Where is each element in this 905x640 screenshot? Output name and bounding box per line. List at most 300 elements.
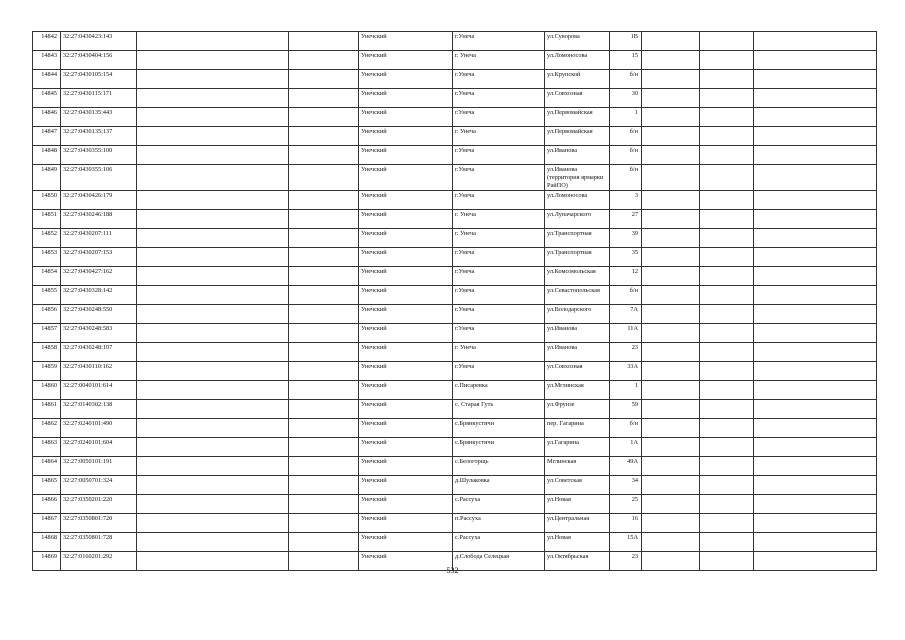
empty-cell (137, 210, 289, 229)
table-row (33, 191, 877, 210)
cadastral-number-cell: 32:27:0430328:142 (61, 286, 137, 305)
empty-cell (700, 495, 754, 514)
empty-cell (642, 70, 700, 89)
street-cell: ул.Транспортная (545, 229, 610, 248)
empty-cell (642, 362, 700, 381)
empty-cell (754, 362, 877, 381)
district-cell: Унечский (359, 514, 453, 533)
street-cell: ул.Иванова (545, 343, 610, 362)
empty-cell (754, 267, 877, 286)
district-cell: Унечский (359, 127, 453, 146)
empty-cell (642, 165, 700, 191)
empty-cell (700, 89, 754, 108)
cadastral-number-cell: 32:27:0430404:156 (61, 51, 137, 70)
house-number-cell: 12 (610, 267, 642, 286)
empty-cell (289, 419, 359, 438)
empty-cell (642, 210, 700, 229)
empty-cell (754, 400, 877, 419)
district-cell: Унечский (359, 533, 453, 552)
empty-cell (642, 127, 700, 146)
empty-cell (289, 305, 359, 324)
house-number-cell: 39 (610, 229, 642, 248)
record-number-cell: 14867 (33, 514, 61, 533)
empty-cell (137, 70, 289, 89)
empty-cell (642, 229, 700, 248)
settlement-cell: г. Унеча (453, 127, 545, 146)
settlement-cell: с. Старая Гуть (453, 400, 545, 419)
cadastral-number-cell: 32:27:0430135:137 (61, 127, 137, 146)
street-cell: ул.Новая (545, 495, 610, 514)
empty-cell (289, 108, 359, 127)
empty-cell (700, 70, 754, 89)
empty-cell (642, 438, 700, 457)
table-row (33, 381, 877, 400)
house-number-cell: 16 (610, 514, 642, 533)
empty-cell (289, 438, 359, 457)
cadastral-number-cell: 32:27:0430248:583 (61, 324, 137, 343)
street-cell: ул.Первомайская (545, 127, 610, 146)
empty-cell (700, 324, 754, 343)
empty-cell (137, 476, 289, 495)
settlement-cell: г.Унеча (453, 108, 545, 127)
cadastral-number-cell: 32:27:0430248:550 (61, 305, 137, 324)
district-cell: Унечский (359, 191, 453, 210)
empty-cell (754, 108, 877, 127)
empty-cell (754, 476, 877, 495)
empty-cell (754, 419, 877, 438)
cadastral-number-cell: 32:27:0430423:143 (61, 32, 137, 51)
empty-cell (642, 495, 700, 514)
empty-cell (289, 165, 359, 191)
empty-cell (289, 457, 359, 476)
district-cell: Унечский (359, 362, 453, 381)
record-number-cell: 14866 (33, 495, 61, 514)
empty-cell (754, 495, 877, 514)
street-cell: ул.Фрунзе (545, 400, 610, 419)
empty-cell (754, 127, 877, 146)
street-cell: ул.Октябрьская (545, 552, 610, 571)
settlement-cell: г. Унеча (453, 343, 545, 362)
district-cell: Унечский (359, 552, 453, 571)
empty-cell (137, 108, 289, 127)
house-number-cell: 11А (610, 324, 642, 343)
empty-cell (754, 146, 877, 165)
street-cell: ул.Совхозная (545, 89, 610, 108)
empty-cell (754, 165, 877, 191)
record-number-cell: 14863 (33, 438, 61, 457)
empty-cell (700, 400, 754, 419)
empty-cell (137, 229, 289, 248)
empty-cell (754, 32, 877, 51)
empty-cell (289, 51, 359, 70)
street-cell: ул.Ломоносова (545, 191, 610, 210)
district-cell: Унечский (359, 400, 453, 419)
empty-cell (289, 70, 359, 89)
settlement-cell: г.Унеча (453, 165, 545, 191)
table-row (33, 324, 877, 343)
empty-cell (642, 286, 700, 305)
table-row (33, 438, 877, 457)
empty-cell (137, 191, 289, 210)
empty-cell (289, 533, 359, 552)
street-cell: ул.Первомайская (545, 108, 610, 127)
table-row (33, 362, 877, 381)
table-row (33, 286, 877, 305)
empty-cell (137, 286, 289, 305)
record-number-cell: 14855 (33, 286, 61, 305)
cadastral-number-cell: 32:27:0350801:720 (61, 514, 137, 533)
empty-cell (289, 495, 359, 514)
table-row (33, 476, 877, 495)
house-number-cell: 1А (610, 438, 642, 457)
record-number-cell: 14861 (33, 400, 61, 419)
empty-cell (642, 89, 700, 108)
house-number-cell: 7А (610, 305, 642, 324)
record-number-cell: 14848 (33, 146, 61, 165)
empty-cell (700, 419, 754, 438)
empty-cell (137, 495, 289, 514)
empty-cell (754, 514, 877, 533)
empty-cell (137, 165, 289, 191)
street-cell: ул.Иванова (545, 146, 610, 165)
street-cell: ул.Совхозная (545, 362, 610, 381)
settlement-cell: с.Рассуха (453, 495, 545, 514)
house-number-cell: 1В (610, 32, 642, 51)
street-cell: ул.Севастопольская (545, 286, 610, 305)
cadastral-number-cell: 32:27:0430355:100 (61, 146, 137, 165)
settlement-cell: с.Брянкустичи (453, 438, 545, 457)
empty-cell (700, 127, 754, 146)
table-row (33, 146, 877, 165)
empty-cell (642, 533, 700, 552)
settlement-cell: г.Унеча (453, 362, 545, 381)
settlement-cell: д.Шулаковка (453, 476, 545, 495)
empty-cell (289, 32, 359, 51)
empty-cell (700, 146, 754, 165)
street-cell: пер. Гагарина (545, 419, 610, 438)
house-number-cell: 15 (610, 51, 642, 70)
street-cell: ул.Комсомольская (545, 267, 610, 286)
empty-cell (700, 229, 754, 248)
table-row (33, 165, 877, 191)
cadastral-number-cell: 32:27:0350801:728 (61, 533, 137, 552)
street-cell: ул.Иванова (545, 324, 610, 343)
street-cell: ул.Центральная (545, 514, 610, 533)
empty-cell (642, 32, 700, 51)
table-row (33, 32, 877, 51)
table-row (33, 400, 877, 419)
district-cell: Унечский (359, 419, 453, 438)
record-number-cell: 14864 (33, 457, 61, 476)
empty-cell (137, 343, 289, 362)
cadastral-number-cell: 32:27:0040101:614 (61, 381, 137, 400)
empty-cell (700, 362, 754, 381)
empty-cell (137, 305, 289, 324)
house-number-cell: 30 (610, 89, 642, 108)
empty-cell (642, 51, 700, 70)
house-number-cell: б/н (610, 165, 642, 191)
empty-cell (754, 286, 877, 305)
cadastral-number-cell: 32:27:0430207:111 (61, 229, 137, 248)
empty-cell (137, 438, 289, 457)
record-number-cell: 14860 (33, 381, 61, 400)
settlement-cell: г.Унеча (453, 146, 545, 165)
district-cell: Унечский (359, 51, 453, 70)
district-cell: Унечский (359, 305, 453, 324)
empty-cell (754, 438, 877, 457)
district-cell: Унечский (359, 70, 453, 89)
empty-cell (700, 286, 754, 305)
house-number-cell: 33А (610, 362, 642, 381)
empty-cell (137, 146, 289, 165)
street-cell: ул.Володарского (545, 305, 610, 324)
empty-cell (700, 305, 754, 324)
page-number: 532 (446, 566, 459, 575)
house-number-cell: 35 (610, 248, 642, 267)
empty-cell (289, 89, 359, 108)
empty-cell (642, 381, 700, 400)
cadastral-number-cell: 32:27:0430427:162 (61, 267, 137, 286)
settlement-cell: г.Унеча (453, 305, 545, 324)
street-cell: ул.Гагарина (545, 438, 610, 457)
record-number-cell: 14854 (33, 267, 61, 286)
empty-cell (289, 476, 359, 495)
empty-cell (289, 229, 359, 248)
house-number-cell: 23 (610, 552, 642, 571)
record-number-cell: 14856 (33, 305, 61, 324)
house-number-cell: 59 (610, 400, 642, 419)
street-cell: ул.Ломоносова (545, 51, 610, 70)
house-number-cell: 1 (610, 108, 642, 127)
table-row (33, 533, 877, 552)
cadastral-number-cell: 32:27:0240101:490 (61, 419, 137, 438)
empty-cell (289, 127, 359, 146)
table-row (33, 89, 877, 108)
street-cell: Мглинская (545, 457, 610, 476)
empty-cell (700, 210, 754, 229)
empty-cell (700, 533, 754, 552)
house-number-cell: 3 (610, 191, 642, 210)
empty-cell (642, 457, 700, 476)
empty-cell (642, 108, 700, 127)
street-cell: ул.Иванова (территория ярмарки РайПО) (545, 165, 610, 191)
empty-cell (289, 381, 359, 400)
district-cell: Унечский (359, 108, 453, 127)
empty-cell (700, 343, 754, 362)
street-cell: ул.Транспортная (545, 248, 610, 267)
district-cell: Унечский (359, 381, 453, 400)
cadastral-number-cell: 32:27:0430426:179 (61, 191, 137, 210)
empty-cell (700, 438, 754, 457)
cadastral-number-cell: 32:27:0140302:138 (61, 400, 137, 419)
cadastral-number-cell: 32:27:0430135:443 (61, 108, 137, 127)
empty-cell (289, 191, 359, 210)
district-cell: Унечский (359, 89, 453, 108)
table-row (33, 457, 877, 476)
empty-cell (642, 324, 700, 343)
record-number-cell: 14852 (33, 229, 61, 248)
empty-cell (754, 70, 877, 89)
cadastral-number-cell: 32:27:0430105:154 (61, 70, 137, 89)
cadastral-number-cell: 32:27:0160201:292 (61, 552, 137, 571)
street-cell: ул.Крупской (545, 70, 610, 89)
empty-cell (754, 343, 877, 362)
table-row (33, 70, 877, 89)
empty-cell (754, 381, 877, 400)
cadastral-number-cell: 32:27:0350201:220 (61, 495, 137, 514)
empty-cell (137, 419, 289, 438)
empty-cell (642, 343, 700, 362)
empty-cell (642, 267, 700, 286)
house-number-cell: 1 (610, 381, 642, 400)
house-number-cell: б/н (610, 419, 642, 438)
empty-cell (289, 267, 359, 286)
district-cell: Унечский (359, 438, 453, 457)
record-number-cell: 14850 (33, 191, 61, 210)
empty-cell (700, 32, 754, 51)
record-number-cell: 14857 (33, 324, 61, 343)
record-number-cell: 14843 (33, 51, 61, 70)
street-cell: ул.Советская (545, 476, 610, 495)
house-number-cell: б/н (610, 70, 642, 89)
empty-cell (700, 51, 754, 70)
district-cell: Унечский (359, 210, 453, 229)
empty-cell (754, 191, 877, 210)
empty-cell (289, 362, 359, 381)
record-number-cell: 14846 (33, 108, 61, 127)
record-number-cell: 14865 (33, 476, 61, 495)
street-cell: ул.Суворова (545, 32, 610, 51)
record-number-cell: 14869 (33, 552, 61, 571)
empty-cell (137, 324, 289, 343)
record-number-cell: 14859 (33, 362, 61, 381)
record-number-cell: 14853 (33, 248, 61, 267)
table-row (33, 343, 877, 362)
district-cell: Унечский (359, 165, 453, 191)
settlement-cell: г.Унеча (453, 89, 545, 108)
settlement-cell: г. Унеча (453, 210, 545, 229)
table-row (33, 267, 877, 286)
empty-cell (137, 89, 289, 108)
settlement-cell: г.Унеча (453, 248, 545, 267)
empty-cell (700, 165, 754, 191)
table-row (33, 51, 877, 70)
settlement-cell: с.Белогорщь (453, 457, 545, 476)
district-cell: Унечский (359, 324, 453, 343)
house-number-cell: б/н (610, 127, 642, 146)
record-number-cell: 14842 (33, 32, 61, 51)
settlement-cell: г.Унеча (453, 324, 545, 343)
district-cell: Унечский (359, 495, 453, 514)
house-number-cell: 23 (610, 343, 642, 362)
record-number-cell: 14847 (33, 127, 61, 146)
empty-cell (289, 324, 359, 343)
table-row (33, 127, 877, 146)
settlement-cell: г.Унеча (453, 286, 545, 305)
settlement-cell: с.Писаревка (453, 381, 545, 400)
empty-cell (642, 191, 700, 210)
empty-cell (137, 514, 289, 533)
empty-cell (137, 400, 289, 419)
empty-cell (642, 400, 700, 419)
settlement-cell: г.Унеча (453, 32, 545, 51)
empty-cell (754, 457, 877, 476)
settlement-cell: п.Рассуха (453, 514, 545, 533)
table-row (33, 108, 877, 127)
record-number-cell: 14862 (33, 419, 61, 438)
house-number-cell: 49А (610, 457, 642, 476)
empty-cell (700, 514, 754, 533)
record-number-cell: 14849 (33, 165, 61, 191)
record-number-cell: 14845 (33, 89, 61, 108)
register-table (32, 31, 877, 571)
settlement-cell: г.Унеча (453, 70, 545, 89)
empty-cell (137, 127, 289, 146)
house-number-cell: 15А (610, 533, 642, 552)
empty-cell (289, 343, 359, 362)
cadastral-number-cell: 32:27:0430355:106 (61, 165, 137, 191)
district-cell: Унечский (359, 267, 453, 286)
empty-cell (137, 533, 289, 552)
empty-cell (754, 533, 877, 552)
empty-cell (754, 89, 877, 108)
empty-cell (137, 362, 289, 381)
empty-cell (754, 248, 877, 267)
cadastral-number-cell: 32:27:0050101:191 (61, 457, 137, 476)
empty-cell (137, 32, 289, 51)
empty-cell (137, 267, 289, 286)
empty-cell (700, 267, 754, 286)
record-number-cell: 14851 (33, 210, 61, 229)
table-row (33, 495, 877, 514)
empty-cell (289, 210, 359, 229)
settlement-cell: д.Слобода Селецкая (453, 552, 545, 571)
table-row (33, 248, 877, 267)
cadastral-number-cell: 32:27:0430248:107 (61, 343, 137, 362)
empty-cell (700, 476, 754, 495)
house-number-cell: б/н (610, 286, 642, 305)
district-cell: Унечский (359, 146, 453, 165)
cadastral-number-cell: 32:27:0050701:324 (61, 476, 137, 495)
empty-cell (754, 324, 877, 343)
record-number-cell: 14868 (33, 533, 61, 552)
table-row (33, 229, 877, 248)
street-cell: ул.Луначарского (545, 210, 610, 229)
cadastral-number-cell: 32:27:0430246:188 (61, 210, 137, 229)
settlement-cell: г. Унеча (453, 229, 545, 248)
empty-cell (137, 51, 289, 70)
cadastral-number-cell: 32:27:0430207:153 (61, 248, 137, 267)
district-cell: Унечский (359, 286, 453, 305)
empty-cell (700, 457, 754, 476)
district-cell: Унечский (359, 457, 453, 476)
district-cell: Унечский (359, 476, 453, 495)
empty-cell (642, 146, 700, 165)
district-cell: Унечский (359, 343, 453, 362)
district-cell: Унечский (359, 248, 453, 267)
settlement-cell: с.Брянкустичи (453, 419, 545, 438)
empty-cell (642, 248, 700, 267)
cadastral-number-cell: 32:27:0430115:171 (61, 89, 137, 108)
empty-cell (754, 51, 877, 70)
settlement-cell: г. Унеча (453, 51, 545, 70)
cadastral-number-cell: 32:27:0430110:162 (61, 362, 137, 381)
settlement-cell: г.Унеча (453, 191, 545, 210)
table-row (33, 305, 877, 324)
empty-cell (642, 305, 700, 324)
house-number-cell: 27 (610, 210, 642, 229)
empty-cell (754, 210, 877, 229)
